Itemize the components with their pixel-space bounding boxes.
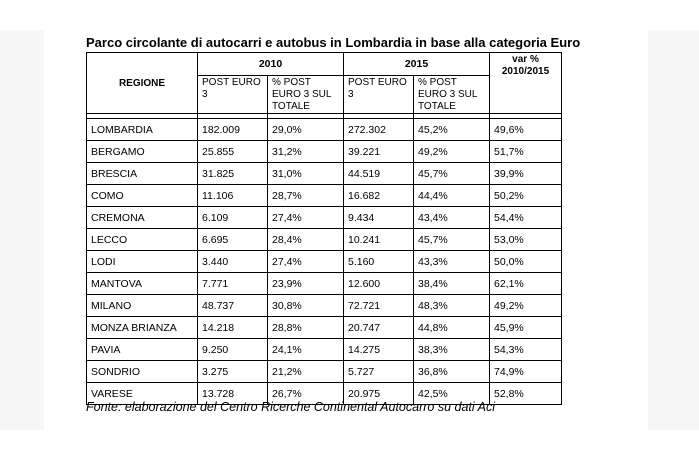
post-euro-2010-cell: 31.825 xyxy=(198,163,268,185)
post-euro-2015-cell: 10.241 xyxy=(344,229,414,251)
region-cell: LODI xyxy=(87,251,198,273)
pct-2015-cell: 45,7% xyxy=(414,163,490,185)
post-euro-2015-cell: 39.221 xyxy=(344,141,414,163)
table-row xyxy=(87,295,562,317)
table-row xyxy=(87,185,562,207)
table-row xyxy=(87,229,562,251)
year-2015-header: 2015 xyxy=(344,53,490,76)
table-row xyxy=(87,317,562,339)
variation-cell: 49,2% xyxy=(490,295,562,317)
pct-2010-cell: 23,9% xyxy=(268,273,344,295)
pct-2015-cell: 44,4% xyxy=(414,185,490,207)
table-row xyxy=(87,207,562,229)
region-cell: MANTOVA xyxy=(87,273,198,295)
post-euro-2015-cell: 44.519 xyxy=(344,163,414,185)
left-margin-shade xyxy=(0,30,44,430)
table-body xyxy=(87,119,562,405)
post-euro-2015-cell: 20.975 xyxy=(344,383,414,405)
post-euro-2015-header: POST EURO 3 xyxy=(344,76,414,114)
variation-cell: 54,4% xyxy=(490,207,562,229)
table-title: Parco circolante di autocarri e autobus in Lombardia in base alla categoria Euro xyxy=(86,35,581,50)
pct-2010-cell: 26,7% xyxy=(268,383,344,405)
region-cell: SONDRIO xyxy=(87,361,198,383)
region-cell: LOMBARDIA xyxy=(87,119,198,141)
pct-2015-cell: 42,5% xyxy=(414,383,490,405)
variation-cell: 49,6% xyxy=(490,119,562,141)
pct-2010-cell: 31,0% xyxy=(268,163,344,185)
variation-cell: 51,7% xyxy=(490,141,562,163)
pct-2015-cell: 48,3% xyxy=(414,295,490,317)
post-euro-2010-cell: 6.109 xyxy=(198,207,268,229)
region-cell: LECCO xyxy=(87,229,198,251)
region-cell: BERGAMO xyxy=(87,141,198,163)
pct-2010-cell: 30,8% xyxy=(268,295,344,317)
pct-2015-cell: 45,7% xyxy=(414,229,490,251)
pct-2010-cell: 28,8% xyxy=(268,317,344,339)
post-euro-2010-header: POST EURO 3 xyxy=(198,76,268,114)
source-note: Fonte: elaborazione del Centro Ricerche Continental Autocarro su dati Aci xyxy=(86,400,496,414)
post-euro-2010-cell: 25.855 xyxy=(198,141,268,163)
pct-2010-cell: 27,4% xyxy=(268,207,344,229)
pct-2015-cell: 49,2% xyxy=(414,141,490,163)
post-euro-2015-cell: 9.434 xyxy=(344,207,414,229)
post-euro-2015-cell: 72.721 xyxy=(344,295,414,317)
pct-2015-cell: 38,4% xyxy=(414,273,490,295)
pct-2010-cell: 24,1% xyxy=(268,339,344,361)
table-row xyxy=(87,273,562,295)
post-euro-2015-cell: 20.747 xyxy=(344,317,414,339)
pct-post-euro-2010-header: % POST EURO 3 SUL TOTALE xyxy=(268,76,344,114)
variation-cell: 50,0% xyxy=(490,251,562,273)
data-table xyxy=(86,52,562,405)
region-cell: BRESCIA xyxy=(87,163,198,185)
pct-2015-cell: 45,2% xyxy=(414,119,490,141)
post-euro-2010-cell: 3.275 xyxy=(198,361,268,383)
table-row xyxy=(87,141,562,163)
region-cell: CREMONA xyxy=(87,207,198,229)
year-2010-header: 2010 xyxy=(198,53,344,76)
variation-cell: 74,9% xyxy=(490,361,562,383)
variation-cell: 54,3% xyxy=(490,339,562,361)
post-euro-2010-cell: 182.009 xyxy=(198,119,268,141)
post-euro-2010-cell: 48.737 xyxy=(198,295,268,317)
pct-2010-cell: 29,0% xyxy=(268,119,344,141)
region-cell: VARESE xyxy=(87,383,198,405)
table-row xyxy=(87,251,562,273)
right-margin-shade xyxy=(648,30,699,430)
post-euro-2015-cell: 5.727 xyxy=(344,361,414,383)
pct-2015-cell: 36,8% xyxy=(414,361,490,383)
pct-2010-cell: 27,4% xyxy=(268,251,344,273)
table-row xyxy=(87,339,562,361)
post-euro-2010-cell: 9.250 xyxy=(198,339,268,361)
region-cell: COMO xyxy=(87,185,198,207)
variation-cell: 50,2% xyxy=(490,185,562,207)
post-euro-2010-cell: 14.218 xyxy=(198,317,268,339)
pct-2010-cell: 28,4% xyxy=(268,229,344,251)
region-cell: PAVIA xyxy=(87,339,198,361)
variation-cell: 62,1% xyxy=(490,273,562,295)
pct-2015-cell: 44,8% xyxy=(414,317,490,339)
table-row xyxy=(87,119,562,141)
region-cell: MONZA BRIANZA xyxy=(87,317,198,339)
pct-post-euro-2015-header: % POST EURO 3 SUL TOTALE xyxy=(414,76,490,114)
table-row xyxy=(87,163,562,185)
post-euro-2015-cell: 16.682 xyxy=(344,185,414,207)
pct-2015-cell: 43,4% xyxy=(414,207,490,229)
post-euro-2015-cell: 272.302 xyxy=(344,119,414,141)
post-euro-2010-cell: 11.106 xyxy=(198,185,268,207)
table-row xyxy=(87,361,562,383)
post-euro-2015-cell: 12.600 xyxy=(344,273,414,295)
post-euro-2010-cell: 7.771 xyxy=(198,273,268,295)
pct-2010-cell: 21,2% xyxy=(268,361,344,383)
variation-header: var % 2010/2015 xyxy=(490,53,562,114)
variation-cell: 52,8% xyxy=(490,383,562,405)
post-euro-2010-cell: 13.728 xyxy=(198,383,268,405)
header-row-years xyxy=(87,53,562,76)
pct-2010-cell: 31,2% xyxy=(268,141,344,163)
pct-2015-cell: 43,3% xyxy=(414,251,490,273)
variation-cell: 53,0% xyxy=(490,229,562,251)
pct-2015-cell: 38,3% xyxy=(414,339,490,361)
variation-cell: 39,9% xyxy=(490,163,562,185)
region-header: REGIONE xyxy=(87,53,198,114)
variation-cell: 45,9% xyxy=(490,317,562,339)
post-euro-2010-cell: 6.695 xyxy=(198,229,268,251)
pct-2010-cell: 28,7% xyxy=(268,185,344,207)
post-euro-2010-cell: 3.440 xyxy=(198,251,268,273)
post-euro-2015-cell: 5.160 xyxy=(344,251,414,273)
region-cell: MILANO xyxy=(87,295,198,317)
post-euro-2015-cell: 14.275 xyxy=(344,339,414,361)
